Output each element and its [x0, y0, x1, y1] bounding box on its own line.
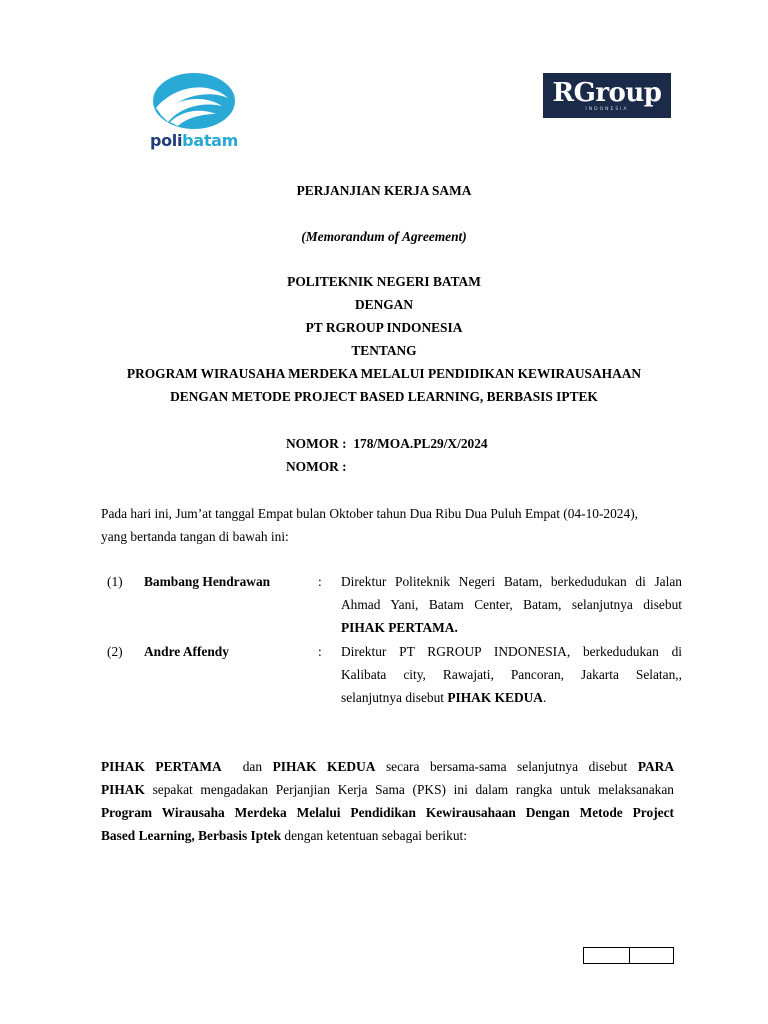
closing-bold-pihak: PIHAK [101, 782, 145, 797]
closing-line2 [101, 778, 674, 801]
party1-number: (1) [107, 574, 123, 589]
party1-heading: POLITEKNIK NEGERI BATAM [287, 274, 481, 289]
closing-bold-pihak-kedua: PIHAK KEDUA [272, 759, 376, 774]
opening-line1: Pada hari ini, Jum’at tanggal Empat bulan Oktober tahun Dua Ribu Dua Puluh Empat (04-10-2024), [101, 506, 639, 521]
party2-desc-line3 [341, 686, 546, 709]
party2-desc-line1: Direktur PT RGROUP INDONESIA, berkedudukan di [341, 644, 682, 659]
closing-text-dan: dan [242, 759, 263, 774]
closing-bold-program-end: Based Learning, Berbasis Iptek [101, 828, 282, 843]
about-heading: TENTANG [351, 343, 417, 358]
closing-line3: Program Wirausaha Merdeka Melalui Pendidikan Kewirausahaan Dengan Metode Project [101, 805, 674, 820]
document-number-2-label: NOMOR : [286, 459, 347, 474]
closing-bold-para: PARA [637, 759, 675, 774]
party2-number: (2) [107, 644, 123, 659]
party2-colon: : [318, 644, 322, 659]
document-number [286, 436, 488, 452]
party1-desc-line1: Direktur Politeknik Negeri Batam, berkedudukan di Jalan [341, 574, 682, 589]
party2-heading: PT RGROUP INDONESIA [305, 320, 463, 335]
program-title-line2: DENGAN METODE PROJECT BASED LEARNING, BERBASIS IPTEK [170, 389, 598, 404]
closing-line1 [101, 755, 674, 778]
party2-desc-line3-pre: selanjutnya disebut [341, 690, 448, 705]
party1-desc-line3: PIHAK PERTAMA. [341, 620, 458, 635]
with-heading: DENGAN [354, 297, 414, 312]
party2-name: Andre Affendy [144, 644, 229, 659]
initials-box-divider [629, 948, 630, 963]
closing-text-ketentuan: dengan ketentuan sebagai berikut: [284, 828, 467, 843]
initials-box [583, 947, 674, 964]
closing-text-sepakat: sepakat mengadakan Perjanjian Kerja Sama (PKS) ini dalam rangka untuk melaksanakan [152, 782, 674, 797]
document-number-value: 178/MOA.PL29/X/2024 [353, 436, 488, 451]
rgroup-wordmark: RGroup [552, 78, 662, 108]
closing-line4 [101, 824, 674, 847]
party1-colon: : [318, 574, 322, 589]
opening-line2: yang bertanda tangan di bawah ini: [101, 529, 289, 544]
rgroup-subtext: INDONESIA [585, 107, 629, 112]
rgroup-logo [543, 73, 671, 118]
closing-text-bersama: secara bersama-sama selanjutnya disebut [385, 759, 628, 774]
party2-desc-line3-post: . [542, 690, 547, 705]
party2-desc-line2: Kalibata city, Rawajati, Pancoran, Jakarta Selatan,, [341, 667, 682, 682]
document-number-label: NOMOR : [286, 436, 347, 451]
closing-bold-pihak-pertama: PIHAK PERTAMA [101, 759, 222, 774]
party1-desc-line2: Ahmad Yani, Batam Center, Batam, selanjutnya disebut [341, 597, 682, 612]
polibatam-emblem-icon [146, 68, 242, 132]
party2-desc-line3-bold: PIHAK KEDUA [447, 690, 543, 705]
document-title: PERJANJIAN KERJA SAMA [296, 183, 472, 198]
program-title-line1: PROGRAM WIRAUSAHA MERDEKA MELALUI PENDIDIKAN KEWIRAUSAHAAN [126, 366, 642, 381]
party1-name: Bambang Hendrawan [144, 574, 271, 589]
document-subtitle: (Memorandum of Agreement) [301, 229, 467, 244]
polibatam-wordmark: polibatam [149, 131, 239, 150]
